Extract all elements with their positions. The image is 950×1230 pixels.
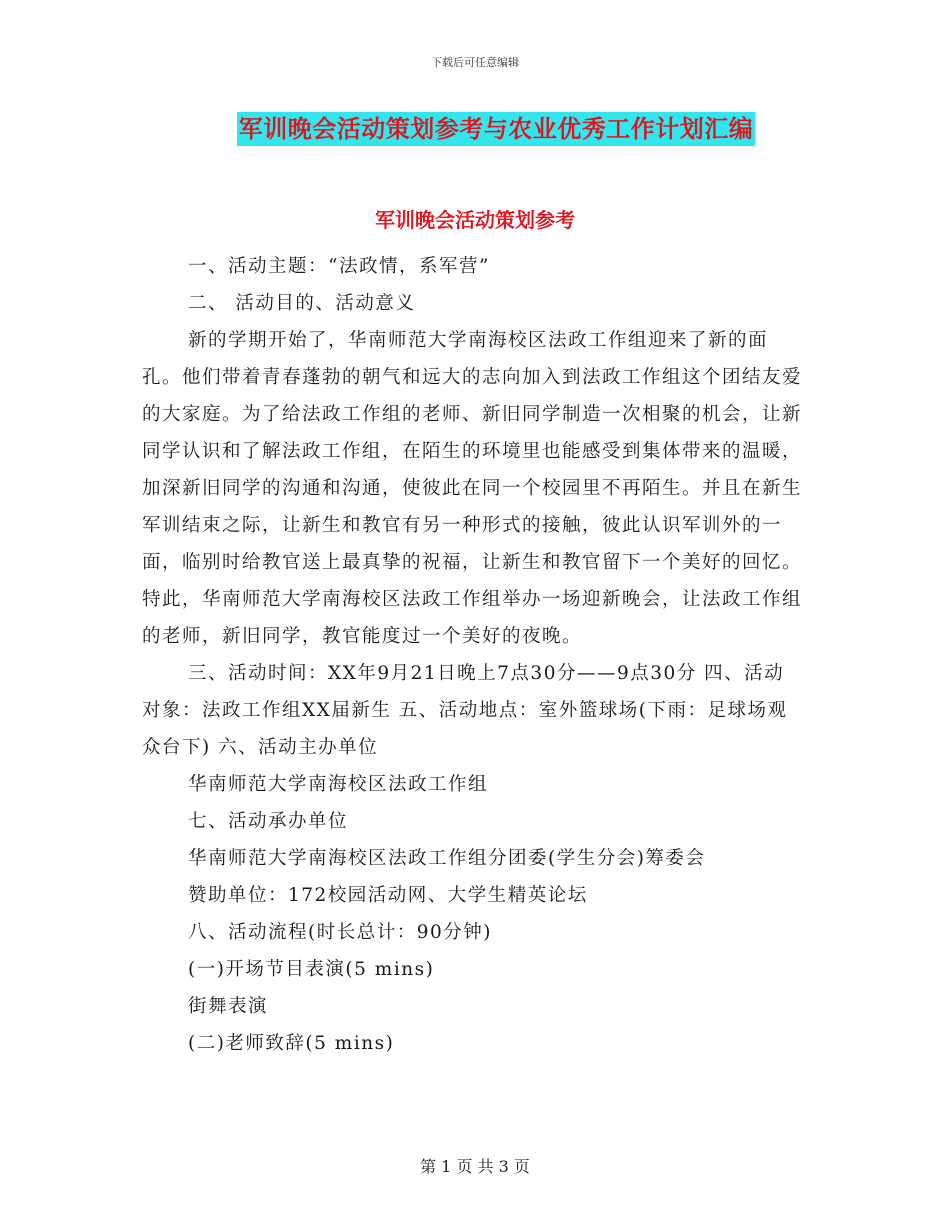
paragraph-flow-heading: 八、活动流程(时长总计：90分钟): [188, 922, 492, 943]
paragraph-time-target-location: 三、活动时间：XX年9月21日晚上7点30分——9点30分 四、活动对象：法政工作组XX届新生 五、活动地点：室外篮球场(下雨：足球场观众台下) 六、活动主办单位: [142, 663, 788, 758]
main-title-container: [0, 112, 950, 146]
section-title: 军训晚会活动策划参考: [375, 208, 575, 232]
paragraph-purpose-body: 新的学期开始了，华南师范大学南海校区法政工作组迎来了新的面孔。他们带着青春蓬勃的朝气和远大的志向加入到法政工作组这个团结友爱的大家庭。为了给法政工作组的老师、新旧同学制造一次相聚的机会，让新同学认识和了解法政工作组，在陌生的环境里也能感受到集体带来的温暖，加深新旧同学的沟通和沟通，使彼此在同一个校园里不再陌生。并且在新生军训结束之际，让新生和教官有另一种形式的接触，彼此认识军训外的一面，临别时给教官送上最真挚的祝福，让新生和教官留下一个美好的回忆。特此，华南师范大学南海校区法政工作组举办一场迎新晚会，让法政工作组的老师，新旧同学，教官能度过一个美好的夜晚。: [142, 330, 803, 647]
paragraph-sponsors: 赞助单位：172校园活动网、大学生精英论坛: [188, 885, 588, 906]
paragraph-purpose-heading: 二、 活动目的、活动意义: [188, 293, 416, 314]
paragraph-host: 华南师范大学南海校区法政工作组分团委(学生分会)筹委会: [188, 848, 706, 869]
paragraph-theme: 一、活动主题：“法政情，系军营”: [188, 256, 490, 277]
header-note: 下载后可任意编辑: [431, 56, 519, 69]
main-title: 军训晚会活动策划参考与农业优秀工作计划汇编: [237, 112, 756, 146]
document-body: [142, 248, 802, 1062]
page-footer: 第 1 页 共 3 页: [420, 1157, 530, 1176]
paragraph-host-heading: 七、活动承办单位: [188, 811, 349, 832]
paragraph-organizer: 华南师范大学南海校区法政工作组: [188, 774, 489, 795]
paragraph-flow-item-1: (一)开场节目表演(5 mins): [188, 959, 435, 980]
paragraph-flow-item-1-detail: 街舞表演: [188, 996, 269, 1017]
paragraph-flow-item-2: (二)老师致辞(5 mins): [188, 1033, 395, 1054]
